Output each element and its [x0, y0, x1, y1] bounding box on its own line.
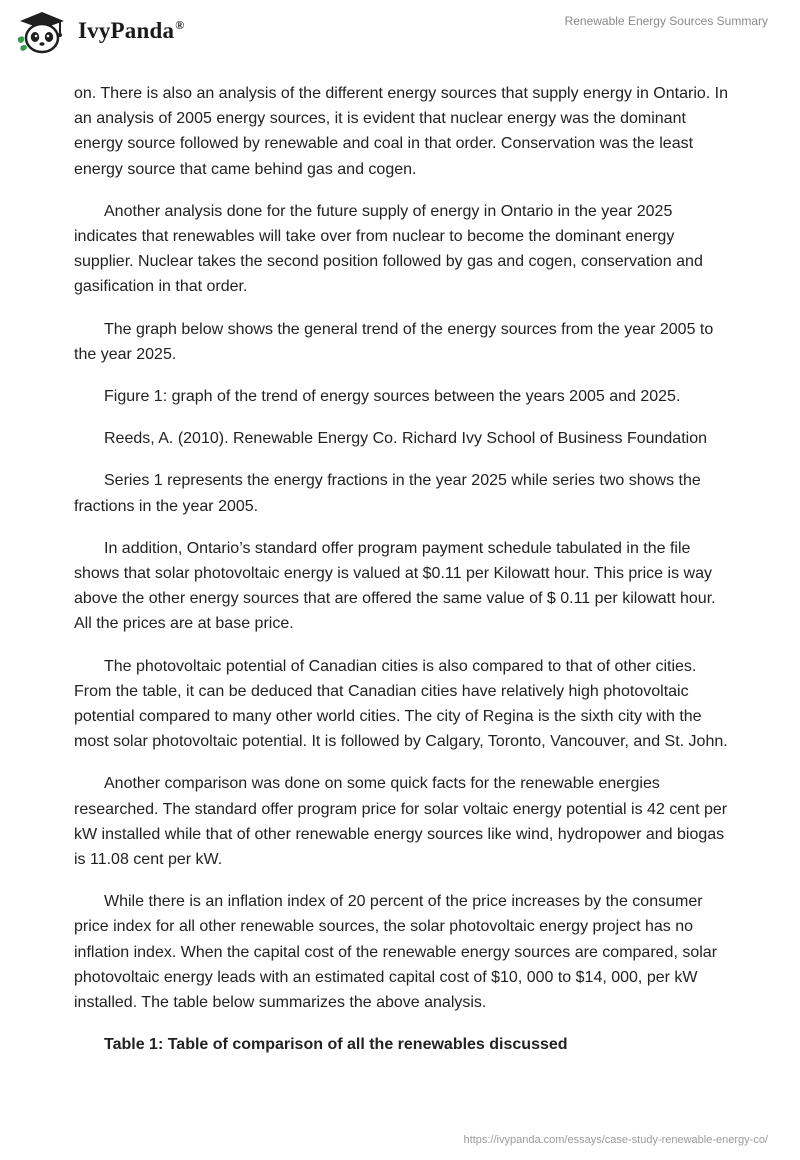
source-url[interactable]: https://ivypanda.com/essays/case-study-renewable-energy-co/ — [463, 1134, 768, 1146]
essay-body — [74, 81, 728, 1075]
figure-caption: Figure 1: graph of the trend of energy sources between the years 2005 and 2025. — [104, 388, 681, 406]
paragraph: While there is an inflation index of 20 percent of the price increases by the consumer price index for all other renewable sources, the solar photovoltaic energy project has no inflation index. When the capital cost of the renewable energy sources are compared, solar photovoltaic energy leads with an estimated capital cost of $10, 000 to $14, 000, per kW installed. The table below summarizes the above analysis. — [74, 893, 718, 1012]
paragraph: on. There is also an analysis of the different energy sources that supply energy in Ontario. In an analysis of 2005 energy sources, it is evident that nuclear energy was the dominant energy source followed by renewable and coal in that order. Conservation was the least energy source that came behind gas and cogen. — [74, 85, 729, 178]
document-title: Renewable Energy Sources Summary — [564, 14, 768, 28]
table-caption: Table 1: Table of comparison of all the renewables discussed — [104, 1036, 568, 1054]
ivypanda-logo[interactable] — [14, 8, 184, 54]
paragraph: Another analysis done for the future supply of energy in Ontario in the year 2025 indicates that renewables will take over from nuclear to become the dominant energy supplier. Nuclear takes the second position followed by gas and cogen, conservation and gasification in that order. — [74, 202, 703, 296]
paragraph: The graph below shows the general trend of the energy sources from the year 2005 to the year 2025. — [74, 320, 714, 363]
figure-source: Reeds, A. (2010). Renewable Energy Co. Richard Ivy School of Business Foundation — [104, 430, 707, 448]
paragraph: In addition, Ontario’s standard offer program payment schedule tabulated in the file shows that solar photovoltaic energy is valued at $0.11 per Kilowatt hour. This price is way above the other energy sources that are offered the same value of $ 0.11 per kilowatt hour. All the prices are at base price. — [74, 539, 716, 633]
paragraph: Another comparison was done on some quick facts for the renewable energies researched. The standard offer program price for solar voltaic energy potential is 42 cent per kW installed while that of other renewable energy sources like wind, hydropower and biogas is 11.08 cent per kW. — [74, 775, 728, 869]
page-header — [0, 0, 800, 66]
paragraph: Series 1 represents the energy fractions in the year 2025 while series two shows the fractions in the year 2005. — [74, 472, 701, 515]
brand-name: IvyPanda® — [78, 18, 185, 43]
paragraph: The photovoltaic potential of Canadian cities is also compared to that of other cities. From the table, it can be deduced that Canadian cities have relatively high photovoltaic potential compared to many other world cities. The city of Regina is the sixth city with the most solar photovoltaic potential. It is followed by Calgary, Toronto, Vancouver, and St. John. — [74, 657, 728, 751]
panda-mascot-icon — [14, 8, 72, 54]
